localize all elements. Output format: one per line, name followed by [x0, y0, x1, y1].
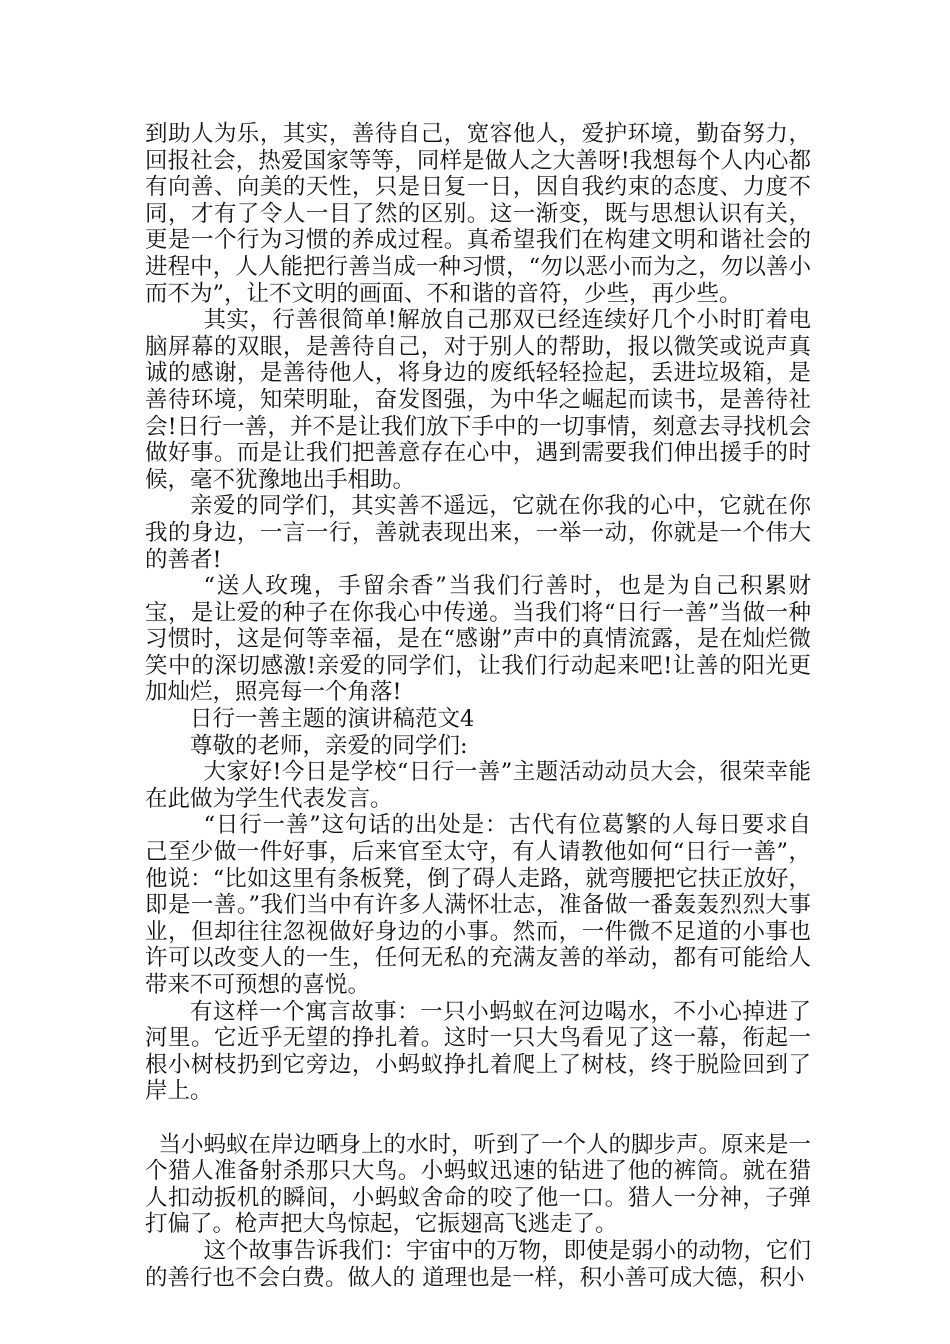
paragraph-6: “日行一善”这句话的出处是：古代有位葛繁的人每日要求自己至少做一件好事，后来官至太守，有人请教他如何“日行一善”，他说：“比如这里有条板凳，倒了碍人走路，就弯腰把它扶正放好，即是一善。”我们当中有许多人满怀壮志，准备做一番轰轰烈烈大事业，但却往往忽视做好身边的小事。然而，一件微不足道的小事也许可以改变人的一生，任何无私的充满友善的举动，都有可能给人带来不可预想的喜悦。: [145, 812, 811, 998]
paragraph-3: 亲爱的同学们，其实善不遥远，它就在你我的心中，它就在你我的身边，一言一行，善就表现出来，一举一动，你就是一个伟大的善者!: [145, 493, 811, 573]
blank-line: [145, 1105, 811, 1132]
paragraph-7: 有这样一个寓言故事：一只小蚂蚁在河边喝水，不小心掉进了河里。它近乎无望的挣扎着。这时一只大鸟看见了这一幕，衔起一根小树枝扔到它旁边，小蚂蚁挣扎着爬上了树枝，终于脱险回到了岸上。: [145, 998, 811, 1105]
paragraph-5: 大家好!今日是学校“日行一善”主题活动动员大会，很荣幸能在此做为学生代表发言。: [145, 759, 811, 812]
paragraph-4: “送人玫瑰，手留余香”当我们行善时，也是为自己积累财宝，是让爱的种子在你我心中传递。当我们将“日行一善”当做一种习惯时，这是何等幸福，是在“感谢”声中的真情流露，是在灿烂微笑中的深切感激!亲爱的同学们，让我们行动起来吧!让善的阳光更加灿烂，照亮每一个角落!: [145, 573, 811, 706]
document-page: [145, 121, 811, 1291]
section-title: 日行一善主题的演讲稿范文4: [190, 706, 475, 733]
paragraph-1: 到助人为乐，其实，善待自己，宽容他人，爱护环境，勤奋努力，回报社会，热爱国家等等，同样是做人之大善呀!我想每个人内心都有向善、向美的天性，只是日复一日，因自我约束的态度、力度不同，才有了令人一目了然的区别。这一渐变，既与思想认识有关，更是一个行为习惯的养成过程。真希望我们在构建文明和谐社会的进程中，人人能把行善当成一种习惯，“勿以恶小而为之，勿以善小而不为”，让不文明的画面、不和谐的音符，少些，再少些。: [145, 121, 811, 307]
paragraph-8: 当小蚂蚁在岸边晒身上的水时，听到了一个人的脚步声。原来是一个猎人准备射杀那只大鸟。小蚂蚁迅速的钻进了他的裤筒。就在猎人扣动扳机的瞬间，小蚂蚁舍命的咬了他一口。猎人一分神，子弹打偏了。枪声把大鸟惊起，它振翅高飞逃走了。: [145, 1131, 812, 1238]
paragraph-9: 这个故事告诉我们：宇宙中的万物，即使是弱小的动物，它们的善行也不会白费。做人的 道理也是一样，积小善可成大德，积小: [145, 1237, 812, 1291]
salutation: 尊敬的老师，亲爱的同学们:: [190, 732, 468, 759]
paragraph-2: 其实，行善很简单!解放自己那双已经连续好几个小时盯着电脑屏幕的双眼，是善待自己，对于别人的帮助，报以微笑或说声真诚的感谢，是善待他人，将身边的废纸轻轻捡起，丢进垃圾箱，是善待环境，知荣明耻，奋发图强，为中华之崛起而读书，是善待社会!日行一善，并不是让我们放下手中的一切事情，刻意去寻找机会做好事。而是让我们把善意存在心中，遇到需要我们伸出援手的时候，毫不犹豫地出手相助。: [145, 307, 811, 493]
